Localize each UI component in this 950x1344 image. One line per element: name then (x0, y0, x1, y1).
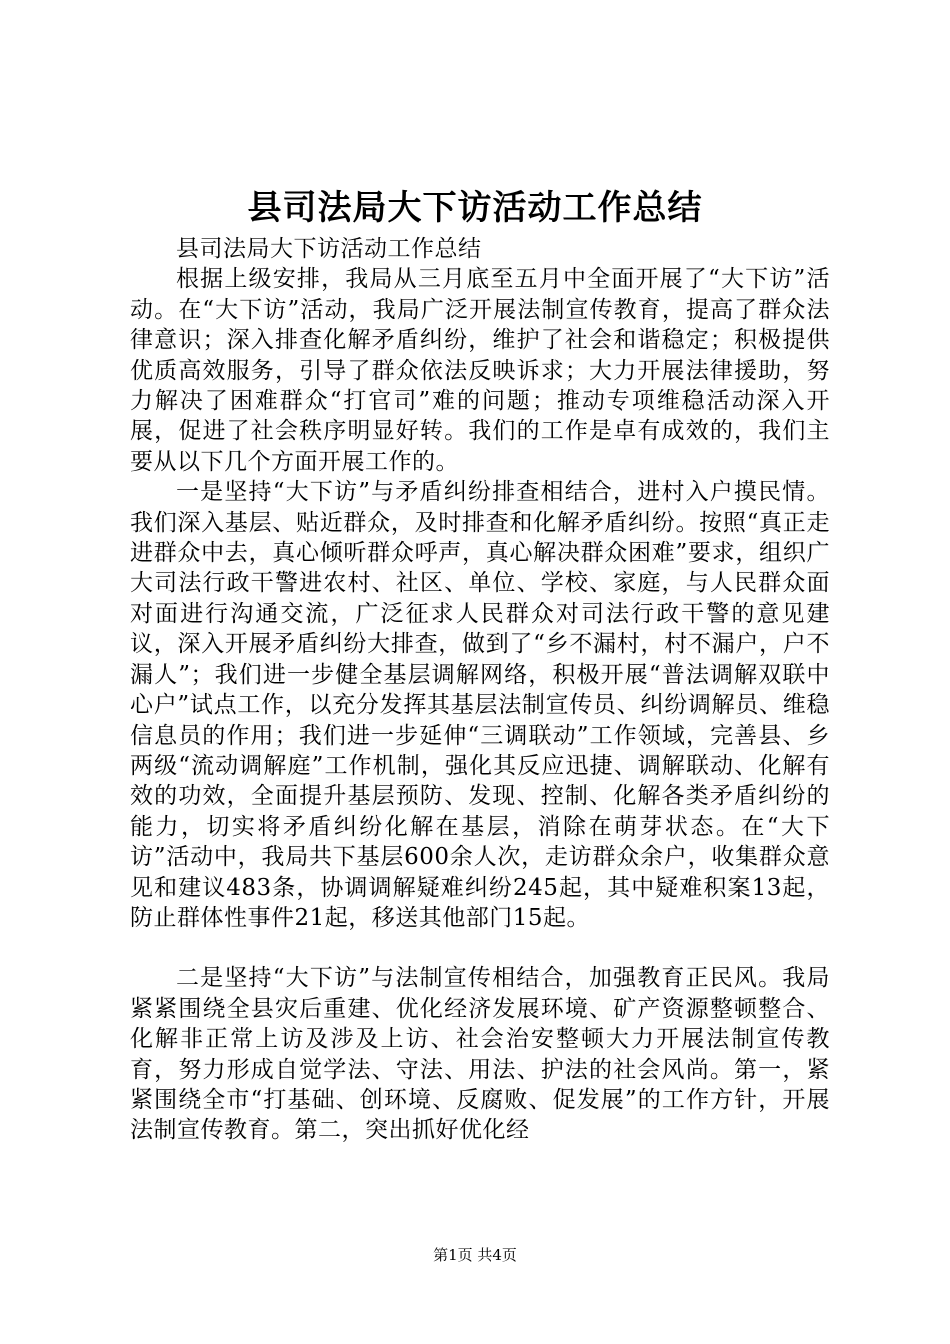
document-title: 县司法局大下访活动工作总结 (247, 188, 703, 228)
page-footer: 第1页 共4页 (433, 1246, 517, 1264)
paragraph-point-two: 二是坚持“大下访”与法制宣传相结合，加强教育正民风。我局紧紧围绕全县灾后重建、优化经济发展环境、矿产资源整顿整合、化解非正常上访及涉及上访、社会治安整顿大力开展法制宣传教育，努力形成自觉学法、守法、用法、护法的社会风尚。第一，紧紧围绕全市“打基础、创环境、反腐败、促发展”的工作方针，开展法制宣传教育。第二，突出抓好优化经 (130, 965, 830, 1144)
document-body (130, 234, 830, 1146)
paragraph-point-one: 一是坚持“大下访”与矛盾纠纷排查相结合，进村入户摸民情。我们深入基层、贴近群众，及时排查和化解矛盾纠纷。按照“真正走进群众中去，真心倾听群众呼声，真心解决群众困难”要求，组织广大司法行政干警进农村、社区、单位、学校、家庭，与人民群众面对面进行沟通交流，广泛征求人民群众对司法行政干警的意见建议，深入开展矛盾纠纷大排查，做到了“乡不漏村，村不漏户，户不漏人”；我们进一步健全基层调解网络，积极开展“普法调解双联中心户”试点工作，以充分发挥其基层法制宣传员、纠纷调解员、维稳信息员的作用；我们进一步延伸“三调联动”工作领域，完善县、乡两级“流动调解庭”工作机制，强化其反应迅捷、调解联动、化解有效的功效，全面提升基层预防、发现、控制、化解各类矛盾纠纷的能力，切实将矛盾纠纷化解在基层，消除在萌芽状态。在“大下访”活动中，我局共下基层600余人次，走访群众余户，收集群众意见和建议483条，协调调解疑难纠纷245起，其中疑难积案13起，防止群体性事件21起，移送其他部门15起。 (130, 479, 830, 931)
paragraph-subtitle: 县司法局大下访活动工作总结 (176, 236, 482, 262)
paragraph-intro: 根据上级安排，我局从三月底至五月中全面开展了“大下访”活动。在“大下访”活动，我局广泛开展法制宣传教育，提高了群众法律意识；深入排查化解矛盾纠纷，维护了社会和谐稳定；积极提供优质高效服务，引导了群众依法反映诉求；大力开展法律援助，努力解决了困难群众“打官司”难的问题；推动专项维稳活动深入开展，促进了社会秩序明显好转。我们的工作是卓有成效的，我们主要从以下几个方面开展工作的。 (130, 266, 830, 475)
